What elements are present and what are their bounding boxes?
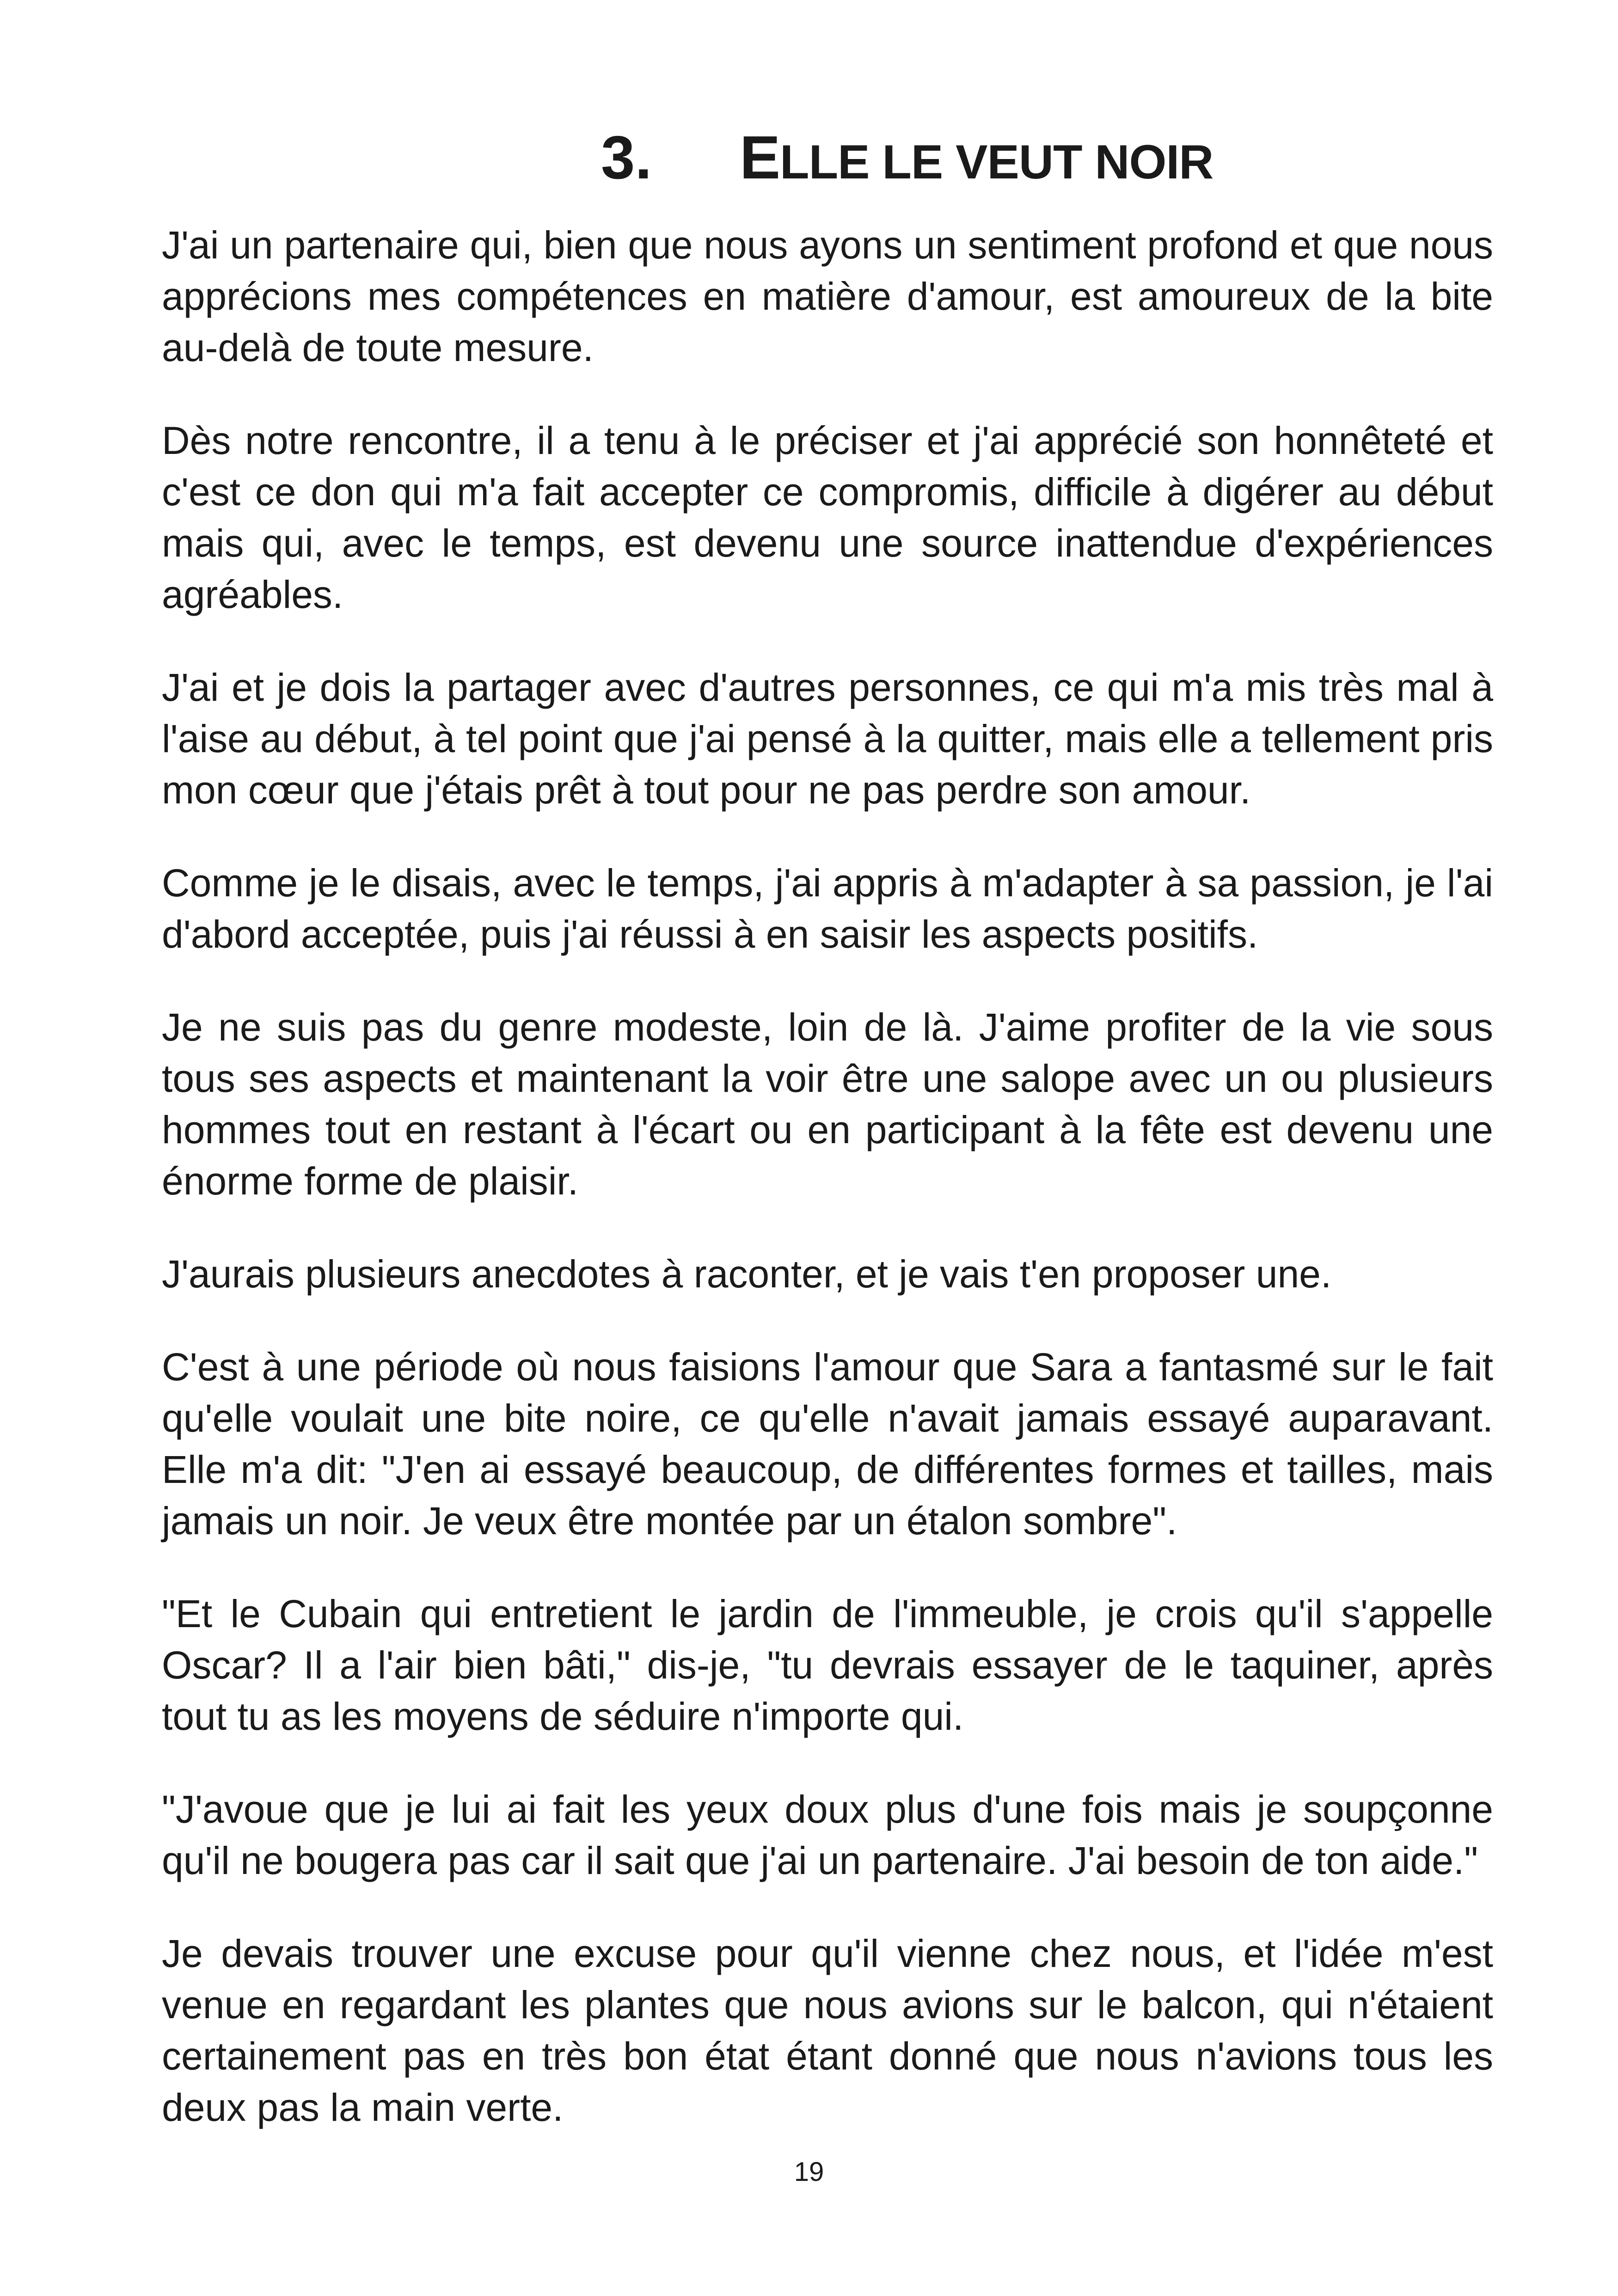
paragraph: Je devais trouver une excuse pour qu'il vienne chez nous, et l'idée m'est venue en regardant les plantes que nous avions sur le balcon, qui n'étaient certainement pas en très bon état étant donné que nous n'avions tous les deux pas la main verte. (162, 1932, 1493, 2129)
paragraph: Comme je le disais, avec le temps, j'ai appris à m'adapter à sa passion, je l'ai d'abord acceptée, puis j'ai réussi à en saisir les aspects positifs. (162, 861, 1493, 956)
paragraph: C'est à une période où nous faisions l'amour que Sara a fantasmé sur le fait qu'elle voulait une bite noire, ce qu'elle n'avait jamais essayé auparavant. Elle m'a dit: "J'en ai essayé beaucoup, de différentes formes et tailles, mais jamais un noir. Je veux être montée par un étalon sombre". (162, 1345, 1493, 1543)
body-text (162, 220, 1493, 2175)
paragraph: J'ai un partenaire qui, bien que nous ayons un sentiment profond et que nous apprécions mes compétences en matière d'amour, est amoureux de la bite au-delà de toute mesure. (162, 223, 1493, 369)
chapter-title-initial: E (740, 123, 780, 191)
chapter-title-rest: LLE LE VEUT NOIR (780, 135, 1214, 189)
paragraph: Je ne suis pas du genre modeste, loin de là. J'aime profiter de la vie sous tous ses aspects et maintenant la voir être une salope avec un ou plusieurs hommes tout en restant à l'écart ou en participant à la fête est devenu une énorme forme de plaisir. (162, 1005, 1493, 1203)
paragraph: J'aurais plusieurs anecdotes à raconter, et je vais t'en proposer une. (162, 1252, 1332, 1296)
paragraph: J'ai et je dois la partager avec d'autres personnes, ce qui m'a mis très mal à l'aise au début, à tel point que j'ai pensé à la quitter, mais elle a tellement pris mon cœur que j'étais prêt à tout pour ne pas perdre son amour. (162, 666, 1493, 812)
page-number: 19 (794, 2157, 824, 2187)
paragraph: Dès notre rencontre, il a tenu à le préciser et j'ai apprécié son honnêteté et c'est ce don qui m'a fait accepter ce compromis, difficile à digérer au début mais qui, avec le temps, est devenu une source inattendue d'expériences agréables. (162, 419, 1493, 616)
paragraph: "J'avoue que je lui ai fait les yeux doux plus d'une fois mais je soupçonne qu'il ne bougera pas car il sait que j'ai un partenaire. J'ai besoin de ton aide." (162, 1788, 1493, 1882)
chapter-number: 3. (601, 123, 652, 191)
paragraph: "Et le Cubain qui entretient le jardin de l'immeuble, je crois qu'il s'appelle Oscar? Il a l'air bien bâti," dis-je, "tu devrais essayer de le taquiner, après tout tu as les moyens de séduire n'importe qui. (162, 1592, 1493, 1738)
chapter-heading (601, 116, 1294, 199)
chapter-title (740, 122, 1213, 192)
